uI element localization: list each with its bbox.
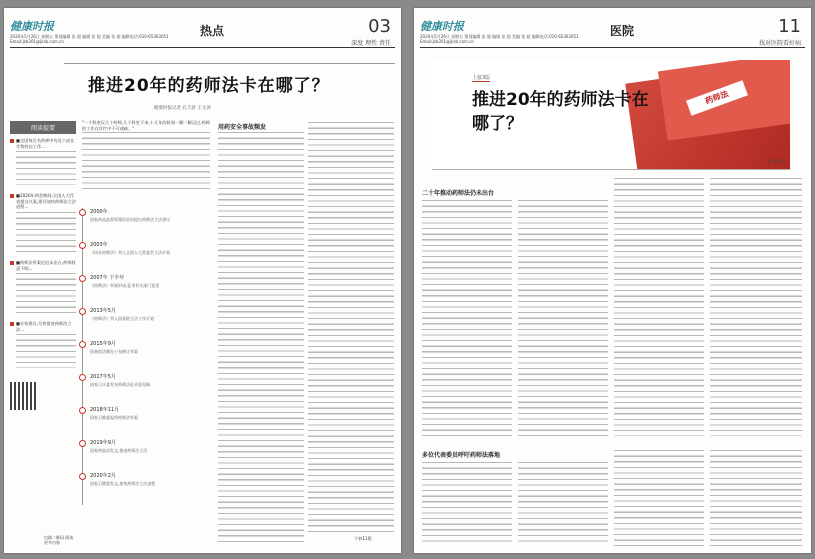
qr-caption: 扫描二维码 阅读更多内容	[44, 535, 74, 545]
timeline-desc: 国家卫计委发布药师法征求意见稿	[90, 382, 150, 387]
continued-note: 下转11版	[354, 536, 372, 541]
subheading: 二十年推动药师法仍未出台	[422, 190, 495, 197]
intro-paragraph: "一个科室仅几个药师,几个科室下来,十几年的时间一脚一脚迈过,药师的工作在诊疗中不可或缺。"	[82, 120, 210, 131]
timeline-dot	[79, 341, 86, 348]
page-header	[420, 14, 805, 50]
newspaper-logo: 健康时报	[420, 20, 464, 33]
header-rule	[420, 47, 805, 48]
timeline-entry	[80, 340, 210, 373]
timeline-year: 2019年9月	[90, 440, 116, 446]
timeline-dot	[79, 440, 86, 447]
summary-item: ■专家建议,尽快推进药师法立法...	[10, 321, 76, 332]
timeline-entry	[80, 208, 210, 241]
section-slogan: 找对医院看好病	[758, 40, 801, 47]
timeline-dot	[79, 473, 86, 480]
title-rule	[64, 63, 395, 64]
text-column	[614, 450, 704, 546]
text-column	[218, 132, 304, 544]
timeline-desc: 国家药品监督管理局首次提出药师法立法建议	[90, 217, 170, 222]
timeline-year: 2018年11月	[90, 407, 120, 413]
issue-meta: 2020年5月26日 星期五 策划编辑 张 超 编辑 张 超 美编 张 超 编辑电话:010-65363051 Email:jkb301@jksb.com.cn	[420, 34, 579, 44]
reading-summary-sidebar	[10, 121, 76, 547]
timeline-dot	[79, 407, 86, 414]
headline: 推进20年的药师法卡在哪了？	[472, 90, 649, 134]
timeline-entry	[80, 373, 210, 406]
text-column	[614, 178, 704, 436]
timeline-year: 2020年2月	[90, 473, 116, 479]
text-column	[518, 200, 608, 436]
text-block	[16, 151, 76, 185]
text-block	[16, 273, 76, 313]
byline: 健康时报记者 孔天骄 王文涛	[154, 106, 211, 111]
section-title: 热点	[200, 24, 225, 38]
sidebar-header: 阅读提要	[10, 121, 76, 134]
text-column	[710, 450, 802, 546]
timeline-year: 2015年9月	[90, 341, 116, 347]
newspaper-page-3	[4, 8, 401, 553]
issue-meta: 2020年5月26日 星期五 策划编辑 张 超 编辑 张 超 美编 张 超 编辑电话:010-65363051 Email:jkb301@jksb.com.cn	[10, 34, 169, 44]
page-number: 03	[368, 16, 391, 37]
summary-item: ■药师法草案迟迟未出台,药师权责不明...	[10, 260, 76, 271]
header-rule	[10, 47, 395, 48]
text-block	[16, 334, 76, 368]
page-header	[10, 14, 395, 50]
timeline-desc: 国家卫健委发文,加快药师法立法进程	[90, 481, 156, 486]
timeline-desc: 国务院法制办公布修订草案	[90, 349, 138, 354]
summary-item: ■全国每百名药师中有近六成在零售药店工作...	[10, 138, 76, 149]
timeline-entry	[80, 472, 210, 505]
timeline-year: 2000年	[90, 209, 108, 215]
legislation-timeline	[80, 208, 210, 505]
timeline-dot	[79, 308, 86, 315]
book-label-text: 药师法	[704, 89, 730, 106]
timeline-dot	[79, 275, 86, 282]
qr-code[interactable]	[10, 382, 38, 410]
timeline-year: 2003年	[90, 242, 108, 248]
text-column	[422, 200, 512, 436]
page-number: 11	[778, 16, 801, 37]
text-column	[308, 122, 394, 534]
continued-from: 上接3版	[472, 75, 491, 81]
timeline-entry	[80, 307, 210, 340]
photo-credit: 鲁 戴/图	[767, 160, 784, 165]
text-block	[16, 212, 76, 252]
timeline-year: 2007年 下半年	[90, 275, 125, 281]
timeline-entry	[80, 439, 210, 472]
timeline-desc: 国家药监局发文,推进药师法立法	[90, 448, 148, 453]
timeline-dot	[79, 374, 86, 381]
timeline-desc: 《药师法》草案形成,征求有关部门意见	[90, 283, 160, 288]
timeline-entry	[80, 274, 210, 307]
newspaper-page-11	[414, 8, 811, 553]
timeline-year: 2017年5月	[90, 374, 116, 380]
text-column	[422, 462, 512, 546]
timeline-entry	[80, 241, 210, 274]
headline: 推进20年的药师法卡在哪了？	[88, 76, 330, 96]
timeline-dot	[79, 242, 86, 249]
timeline-dot	[79, 209, 86, 216]
summary-item: ■2020年两会期间,全国人大代表提交议案,建议加快药师法立法进程...	[10, 193, 76, 210]
timeline-entry	[80, 406, 210, 439]
feature-illustration	[432, 60, 790, 170]
timeline-desc: 国家卫健委起草药师法草案	[90, 415, 138, 420]
timeline-desc: 《执业药师法》列入全国人大常委会立法计划	[90, 250, 170, 255]
section-title: 医院	[610, 24, 635, 38]
column-heading: 用药安全事故频发	[218, 124, 267, 131]
subheading: 多位代表委员呼吁药师法落地	[422, 452, 501, 459]
timeline-desc: 《药师法》列入国务院立法工作计划	[90, 316, 154, 321]
timeline-year: 2013年5月	[90, 308, 116, 314]
text-block	[82, 132, 210, 192]
text-column	[710, 178, 802, 436]
text-column	[518, 462, 608, 546]
newspaper-logo: 健康时报	[10, 20, 54, 33]
section-slogan: 深度 理性 责任	[351, 40, 391, 47]
